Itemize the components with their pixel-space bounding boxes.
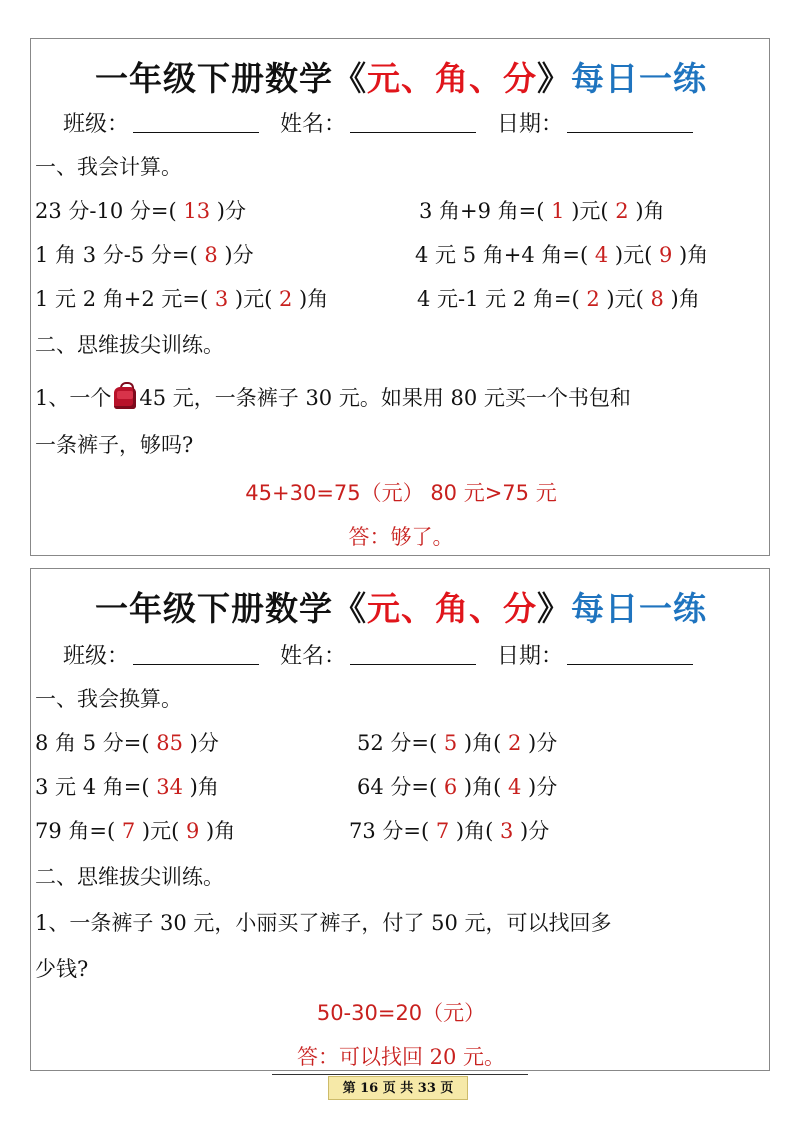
answer-value: 9 [658,243,673,267]
date-label: 日期： [497,112,564,137]
word-problem-line: 1、一条裤子 30 元，小丽买了裤子，付了 50 元，可以找回多 [35,911,612,935]
answer-value: 2 [586,287,600,311]
footer-rule [272,1074,528,1075]
exercise-item: 1 角 3 分-5 分=( 8 )分 [35,243,254,267]
answer-value: 8 [650,287,664,311]
answer-value: 5 [443,731,458,755]
answer-value: 9 [186,819,200,843]
answer-value: 3 [214,287,229,311]
name-blank[interactable] [350,644,476,665]
section-heading-convert: 一、我会换算。 [35,687,182,711]
class-blank[interactable] [133,644,259,665]
worksheet-title: 一年级下册数学《元、角、分》每日一练 [95,589,707,628]
answer-value: 85 [156,731,183,755]
exercise-item: 4 元-1 元 2 角=( 2 )元( 8 )角 [417,287,700,311]
date-label: 日期： [497,644,564,669]
solution-line: 50-30=20（元） [316,1001,486,1025]
answer-value: 13 [183,199,211,223]
worksheet-title: 一年级下册数学《元、角、分》每日一练 [95,59,707,98]
answer-value: 2 [615,199,629,223]
date-blank[interactable] [567,112,693,133]
worksheet-2 [30,568,770,1071]
worksheet-1 [30,38,770,556]
exercise-item: 3 角+9 角=( 1 )元( 2 )角 [419,199,665,223]
answer-value: 7 [435,819,450,843]
student-info-row [63,639,707,670]
schoolbag-icon [112,381,138,409]
answer-value: 8 [204,243,218,267]
section-heading-thinking: 二、思维拔尖训练。 [35,333,224,357]
exercise-item: 23 分-10 分=( 13 )分 [35,199,246,223]
class-label: 班级： [63,644,130,669]
answer-value: 34 [156,775,183,799]
word-problem-line: 1、一个 45 元，一条裤子 30 元。如果用 80 元买一个书包和 [35,381,631,412]
answer-value: 7 [121,819,136,843]
exercise-item: 1 元 2 角+2 元=( 3 )元( 2 )角 [35,287,329,311]
date-blank[interactable] [567,644,693,665]
exercise-item: 52 分=( 5 )角( 2 )分 [357,731,558,755]
exercise-item: 4 元 5 角+4 角=( 4 )元( 9 )角 [415,243,709,267]
section-heading-calc: 一、我会计算。 [35,155,182,179]
exercise-item: 64 分=( 6 )角( 4 )分 [357,775,558,799]
word-problem-line: 一条裤子，够吗? [35,433,194,457]
answer-value: 2 [278,287,293,311]
answer-value: 3 [500,819,514,843]
answer-value: 4 [508,775,522,799]
name-label: 姓名： [280,644,347,669]
answer-value: 4 [594,243,609,267]
exercise-item: 73 分=( 7 )角( 3 )分 [349,819,550,843]
solution-line: 45+30=75（元） 80 元>75 元 [245,481,557,505]
class-label: 班级： [63,112,130,137]
class-blank[interactable] [133,112,259,133]
answer-value: 6 [443,775,458,799]
section-heading-thinking: 二、思维拔尖训练。 [35,865,224,889]
name-blank[interactable] [350,112,476,133]
exercise-item: 8 角 5 分=( 85 )分 [35,731,219,755]
answer-value: 1 [551,199,565,223]
word-problem-line: 少钱? [35,957,89,981]
answer-line: 答：够了。 [348,525,454,549]
exercise-item: 3 元 4 角=( 34 )角 [35,775,219,799]
answer-line: 答：可以找回 20 元。 [296,1045,506,1069]
name-label: 姓名： [280,112,347,137]
page-number: 第 16 页 共 33 页 [328,1076,468,1100]
answer-value: 2 [508,731,522,755]
student-info-row [63,107,707,138]
exercise-item: 79 角=( 7 )元( 9 )角 [35,819,236,843]
